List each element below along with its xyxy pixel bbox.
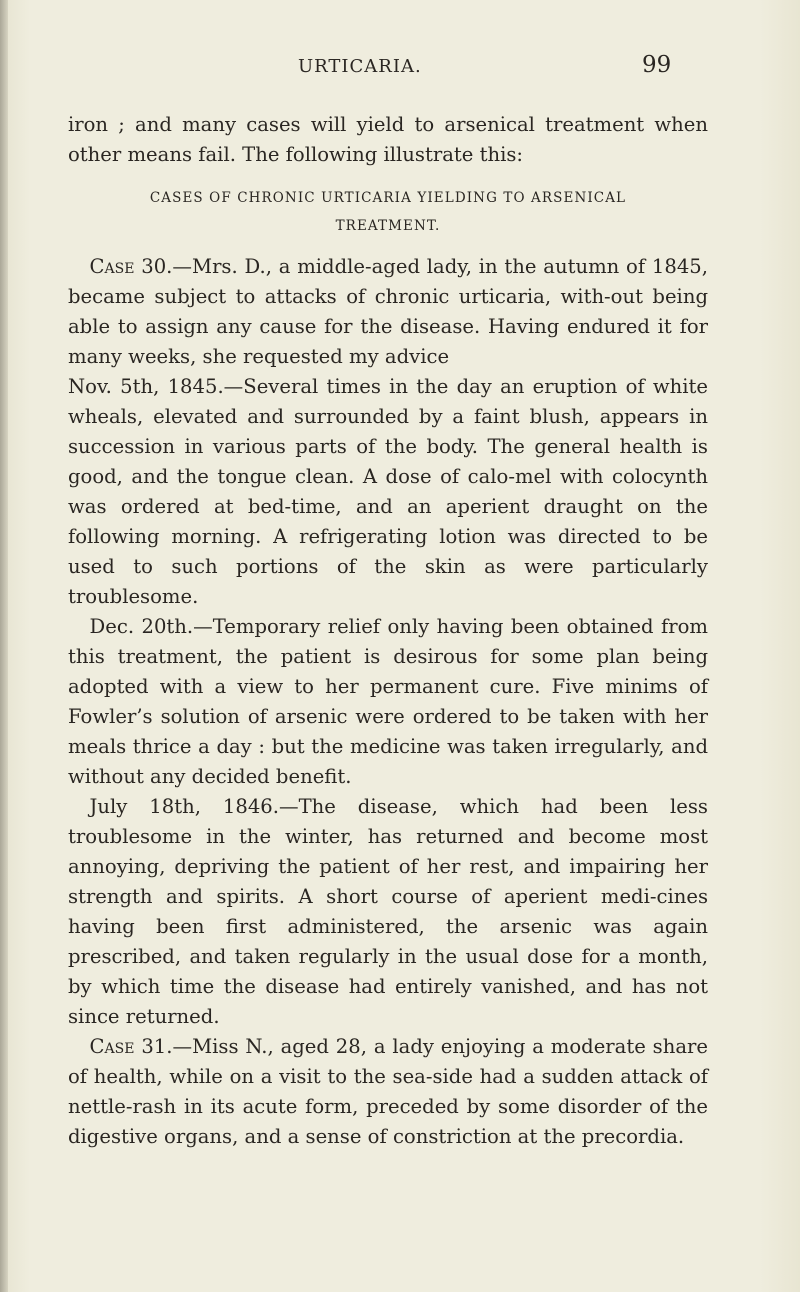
nov-entry-paragraph: Nov. 5th, 1845.—Several times in the day an eruption of white wheals, elevated and surrounded by a faint blush, appears in succession in various parts of the body. The general health is good, and the tongue clean. A dose of calo-mel with colocynth was ordered at bed-time, and an aperient draught on the following morning. A refrigerating lotion was directed to be used to such portions of the skin as were particularly troublesome. xyxy=(68,375,708,608)
body-text xyxy=(68,110,708,1152)
case-30-label: Case 30. xyxy=(89,255,173,278)
case-31-label: Case 31. xyxy=(89,1035,173,1058)
case-31-text: —Miss N., aged 28, a lady enjoying a moderate share of health, while on a visit to the sea-side had a sudden attack of nettle-rash in its acute form, preceded by some disorder of the digestive organs, and a sense of constriction at the precordia. xyxy=(68,1035,708,1148)
case-31-paragraph xyxy=(68,1032,708,1152)
section-title-line-2: TREATMENT. xyxy=(335,218,441,234)
section-title xyxy=(68,184,708,240)
intro-paragraph: iron ; and many cases will yield to arsenical treatment when other means fail. The following illustrate this: xyxy=(68,113,708,166)
page-header xyxy=(0,52,800,86)
section-title-line-1: CASES OF CHRONIC URTICARIA YIELDING TO ARSENICAL xyxy=(149,190,627,206)
page-number: 99 xyxy=(642,52,672,78)
case-30-text: —Mrs. D., a middle-aged lady, in the autumn of 1845, became subject to attacks of chronic urticaria, with-out being able to assign any cause for the disease. Having endured it for many weeks, she requested my advice xyxy=(68,255,708,368)
dec-entry-paragraph: Dec. 20th.—Temporary relief only having been obtained from this treatment, the patient is desirous for some plan being adopted with a view to her permanent cure. Five minims of Fowler’s solution of arsenic were ordered to be taken with her meals thrice a day : but the medicine was taken irregularly, and without any decided benefit. xyxy=(68,615,708,788)
july-entry-paragraph: July 18th, 1846.—The disease, which had been less troublesome in the winter, has returned and become most annoying, depriving the patient of her rest, and impairing her strength and spirits. A short course of aperient medi-cines having been first administered, the arsenic was again prescribed, and taken regularly in the usual dose for a month, by which time the disease had entirely vanished, and has not since returned. xyxy=(68,795,708,1028)
page-binding-edge xyxy=(0,0,8,1292)
running-head: URTICARIA. xyxy=(298,56,422,77)
case-30-paragraph xyxy=(68,252,708,372)
